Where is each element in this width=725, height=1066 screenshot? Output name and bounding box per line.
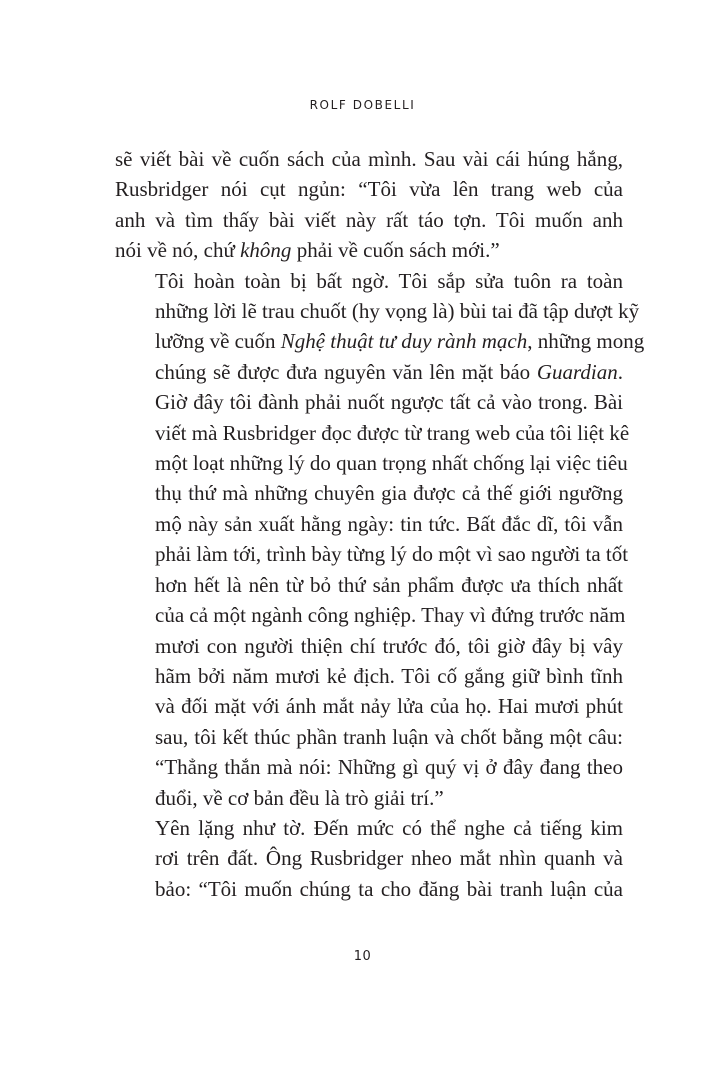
text-line: những lời lẽ trau chuốt (hy vọng là) bùi tai đã tập dượt kỹ <box>155 299 640 324</box>
text-line: Tôi hoàn toàn bị bất ngờ. Tôi sắp sửa tuôn ra toàn <box>155 268 623 293</box>
page-number: 10 <box>353 949 372 964</box>
paragraph-2 <box>115 266 645 813</box>
body-text <box>115 144 645 904</box>
text-line: rơi trên đất. Ông Rusbridger nheo mắt nhìn quanh và <box>155 846 623 871</box>
text-line: một loạt những lý do quan trọng nhất chống lại việc tiêu <box>155 451 628 476</box>
paragraph-1 <box>115 144 623 266</box>
running-header: ROLF DOBELLI <box>309 98 416 112</box>
text-line: viết mà Rusbridger đọc được từ trang web của tôi liệt kê <box>155 420 630 445</box>
text-line: hãm bởi năm mươi kẻ địch. Tôi cố gắng giữ bình tĩnh <box>155 663 623 688</box>
text-line: sau, tôi kết thúc phần tranh luận và chốt bằng một câu: <box>155 724 623 749</box>
text-line: Giờ đây tôi đành phải nuốt ngược tất cả vào trong. Bài <box>155 390 623 415</box>
text-line: lưỡng về cuốn Nghệ thuật tư duy rành mạch, những mong <box>155 329 645 354</box>
text-line: nói về nó, chứ không phải về cuốn sách mới.” <box>115 238 500 263</box>
text-line: Rusbridger nói cụt ngủn: “Tôi vừa lên trang web của <box>115 177 623 202</box>
text-line: mộ này sản xuất hằng ngày: tin tức. Bất đắc dĩ, tôi vẫn <box>155 511 623 536</box>
text-line: sẽ viết bài về cuốn sách của mình. Sau vài cái húng hắng, <box>115 147 623 171</box>
text-line: hơn hết là nên từ bỏ thứ sản phẩm được ưa thích nhất <box>155 572 623 597</box>
text-line: chúng sẽ được đưa nguyên văn lên mặt báo Guardian. <box>155 359 623 384</box>
text-line: và đối mặt với ánh mắt nảy lửa của họ. Hai mươi phút <box>155 694 623 719</box>
text-line: mươi con người thiện chí trước đó, tôi giờ đây bị vây <box>155 633 623 658</box>
text-line: của cả một ngành công nghiệp. Thay vì đứng trước năm <box>155 603 626 628</box>
paragraph-3 <box>115 813 623 904</box>
text-line: thụ thứ mà những chuyên gia được cả thế giới ngưỡng <box>155 481 623 506</box>
text-line: phải làm tới, trình bày từng lý do một vì sao người ta tốt <box>155 542 629 567</box>
italic-phrase: Guardian <box>536 359 618 384</box>
text-line: bảo: “Tôi muốn chúng ta cho đăng bài tranh luận của <box>155 876 623 901</box>
italic-phrase: Nghệ thuật tư duy rành mạch <box>280 329 528 354</box>
text-line: anh và tìm thấy bài viết này rất táo tợn. Tôi muốn anh <box>115 207 623 232</box>
italic-phrase: không <box>240 238 292 263</box>
text-line: Yên lặng như tờ. Đến mức có thể nghe cả tiếng kim <box>155 815 623 840</box>
text-line: đuổi, về cơ bản đều là trò giải trí.” <box>155 785 444 810</box>
text-line: “Thẳng thắn mà nói: Những gì quý vị ở đây đang theo <box>155 755 623 780</box>
